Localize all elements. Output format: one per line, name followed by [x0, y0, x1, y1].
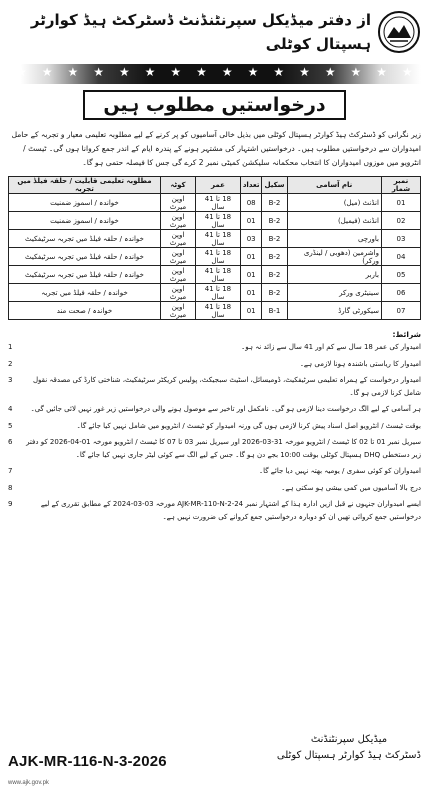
cell-qualification: خواندہ / صحت مند [9, 302, 161, 320]
list-item [8, 465, 421, 478]
term-text: ہر آسامی کے لیے الگ درخواست دینا لازمی ہو گی۔ نامکمل اور تاخیر سے موصول ہونے والی درخواستیں زیر غور نہیں لائی جائیں گی۔ [30, 405, 421, 413]
cell-post: باورچی [287, 230, 381, 248]
cell-serial: 01 [381, 194, 420, 212]
col-age: عمر [196, 177, 241, 194]
signature-title: میڈیکل سپرنٹنڈنٹ [310, 734, 388, 745]
term-text: امیدواران کو کوئی سفری / یومیہ بھتہ نہیں دیا جائے گا۔ [259, 467, 421, 475]
list-item [8, 420, 421, 433]
cell-qualification: خواندہ / اسموز ضمنیت [9, 212, 161, 230]
cell-post: انڈنٹ (میل) [287, 194, 381, 212]
cell-qualification: خواندہ / حلقہ فیلڈ میں تجربہ سرٹیفکیٹ [9, 230, 161, 248]
cell-scale: B-2 [262, 230, 287, 248]
list-item [8, 498, 421, 523]
col-qualification: مطلوبہ تعلیمی قابلیت / حلقہ فیلڈ میں تجربہ [9, 177, 161, 194]
cell-age: 18 تا 41 سال [196, 194, 241, 212]
government-seal-icon [377, 10, 421, 54]
cell-quota: اوپن میرٹ [160, 284, 195, 302]
cell-quota: اوپن میرٹ [160, 302, 195, 320]
table-row [9, 194, 421, 212]
list-item [8, 341, 421, 354]
cell-count: 01 [240, 284, 262, 302]
table-header-row [9, 177, 421, 194]
cell-age: 18 تا 41 سال [196, 230, 241, 248]
cell-scale: B-2 [262, 212, 287, 230]
term-text: امیدوار درخواست کے ہمراہ تعلیمی سرٹیفکیٹ، ڈومیسائل، اسٹیٹ سبجیکٹ، پولیس کریکٹر سرٹیفکیٹ، شناختی کارڈ کی مصدقہ نقول شامل کرنا لازمی ہو گا۔ [32, 376, 421, 397]
cell-serial: 04 [381, 248, 420, 266]
signature-office: ڈسٹرکٹ ہیڈ کوارٹر ہسپتال کوٹلی [276, 750, 421, 761]
term-text: سیریل نمبر 01 تا 02 کا ٹیسٹ / انٹرویو مورخہ 31-03-2026 اور سیریل نمبر 03 تا 07 کا ٹیسٹ / انٹرویو مورخہ 01-04-2026 کو دفتر زیر دستخطی DHQ ہسپتال کوٹلی بوقت 10:00 بجے دن ہو گا۔ جس کے لیے الگ سے کوئی لیٹر جاری نہیں کیا جائے گا۔ [26, 438, 421, 459]
cell-count: 01 [240, 266, 262, 284]
term-text: امیدوار کا ریاستی باشندہ ہونا لازمی ہے۔ [299, 359, 421, 368]
cell-post: انڈنٹ (فیمیل) [287, 212, 381, 230]
list-item [8, 482, 421, 495]
cell-post: سیکورٹی گارڈ [287, 302, 381, 320]
term-number: 4 [8, 405, 13, 413]
footer [8, 730, 421, 786]
term-text: امیدوار کی عمر 18 سال سے کم اور 41 سال سے زائد نہ ہو۔ [241, 343, 421, 351]
table-row [9, 284, 421, 302]
cell-serial: 06 [381, 284, 420, 302]
header-title: از دفتر میڈیکل سپرنٹنڈنٹ ڈسٹرکٹ ہیڈ کوارٹر ہسپتال کوٹلی [30, 11, 371, 53]
cell-count: 03 [240, 230, 262, 248]
col-quota: کوٹہ [160, 177, 195, 194]
cell-qualification: خواندہ / اسموز ضمنیت [9, 194, 161, 212]
cell-scale: B-2 [262, 266, 287, 284]
cell-post: باربر [287, 266, 381, 284]
cell-count: 01 [240, 248, 262, 266]
cell-serial: 07 [381, 302, 420, 320]
cell-quota: اوپن میرٹ [160, 212, 195, 230]
cell-serial: 03 [381, 230, 420, 248]
cell-post: سینیٹری ورکر [287, 284, 381, 302]
cell-count: 01 [240, 212, 262, 230]
cell-qualification: خواندہ / حلقہ فیلڈ میں تجربہ سرٹیفکیٹ [9, 266, 161, 284]
reference-number: AJK-MR-116-N-3-2026 [8, 753, 167, 770]
table-row [9, 266, 421, 284]
term-number: 2 [8, 359, 13, 368]
term-text: درج بالا آسامیوں میں کمی بیشی ہو سکتی ہے۔ [281, 483, 421, 492]
term-text: ایسے امیدواران جنہوں نے قبل ازیں ادارہ ہذا کے اشتہار نمبر AJK-MR-110-N-2-24 مورخہ 03-03-2024 کے مطابق تقرری کے لیے درخواستیں جمع کروائی تھیں ان کو دوبارہ درخواستیں جمع کروانے کی ضرورت نہیں ہے۔ [40, 500, 421, 521]
terms-list [8, 341, 421, 523]
cell-serial: 02 [381, 212, 420, 230]
term-number: 3 [8, 376, 13, 384]
headline [8, 90, 421, 120]
star-row-icon: ★ ★ ★ ★ ★ ★ ★ ★ ★ ★ ★ ★ ★ ★ ★ ★ [16, 65, 413, 79]
cell-scale: B-2 [262, 284, 287, 302]
table-row [9, 230, 421, 248]
table-row [9, 248, 421, 266]
term-number: 9 [8, 500, 13, 508]
signature-block [277, 732, 421, 764]
cell-serial: 05 [381, 266, 420, 284]
term-number: 1 [8, 343, 13, 351]
headline-text: درخواستیں مطلوب ہیں [83, 90, 345, 120]
cell-qualification: خواندہ / حلقہ فیلڈ میں تجربہ [9, 284, 161, 302]
cell-count: 01 [240, 302, 262, 320]
list-item [8, 374, 421, 399]
table-row [9, 302, 421, 320]
cell-count: 08 [240, 194, 262, 212]
cell-age: 18 تا 41 سال [196, 284, 241, 302]
vacancy-table [8, 176, 421, 320]
list-item [8, 358, 421, 371]
cell-age: 18 تا 41 سال [196, 302, 241, 320]
col-scale: سکیل [262, 177, 287, 194]
col-serial: نمبر شمار [381, 177, 420, 194]
col-post: نام آسامی [287, 177, 381, 194]
cell-quota: اوپن میرٹ [160, 194, 195, 212]
term-number: 7 [8, 467, 13, 475]
cell-quota: اوپن میرٹ [160, 230, 195, 248]
cell-age: 18 تا 41 سال [196, 248, 241, 266]
list-item [8, 436, 421, 461]
cell-age: 18 تا 41 سال [196, 212, 241, 230]
header [8, 6, 421, 58]
cell-scale: B-2 [262, 248, 287, 266]
cell-quota: اوپن میرٹ [160, 248, 195, 266]
cell-scale: B-1 [262, 302, 287, 320]
list-item [8, 403, 421, 416]
website-link[interactable]: www.ajk.gov.pk [8, 780, 49, 786]
col-count: تعداد [240, 177, 262, 194]
term-number: 5 [8, 421, 13, 430]
term-text: بوقت ٹیسٹ / انٹرویو اصل اسناد پیش کرنا لازمی ہوں گی ورنہ امیدوار کو ٹیسٹ / انٹرویو میں شامل نہیں کیا جائے گا۔ [76, 421, 421, 430]
cell-qualification: خواندہ / حلقہ فیلڈ میں تجربہ سرٹیفکیٹ [9, 248, 161, 266]
cell-age: 18 تا 41 سال [196, 266, 241, 284]
cell-post: واشرمین (دھوبی / لینڈری ورکر) [287, 248, 381, 266]
term-number: 6 [8, 438, 13, 446]
intro-paragraph: زیر نگرانی کو ڈسٹرکٹ ہیڈ کوارٹر ہسپتال کوٹلی میں بذیل خالی آسامیوں کو پر کرنے کے لیے مطلوبہ تعلیمی معیار و تجربہ کے حامل امیدواران سے درخواستیں مطلوب ہیں۔ درخواستیں اشتہار کی مشتہر ہونے کے پندرہ ایام کے اندر جمع کروانا ہوں گی۔ ٹیسٹ / انٹرویو میں موزوں امیدواران کا انتخاب محکمانہ سلیکشن کمیٹی نمبر 2 کرے گی جس کا فیصلہ حتمی ہو گا۔ [11, 130, 421, 167]
terms-title: شرائط: [392, 330, 421, 339]
table-row [9, 212, 421, 230]
decorative-banner [8, 64, 421, 84]
term-number: 8 [8, 483, 13, 492]
cell-quota: اوپن میرٹ [160, 266, 195, 284]
cell-scale: B-2 [262, 194, 287, 212]
